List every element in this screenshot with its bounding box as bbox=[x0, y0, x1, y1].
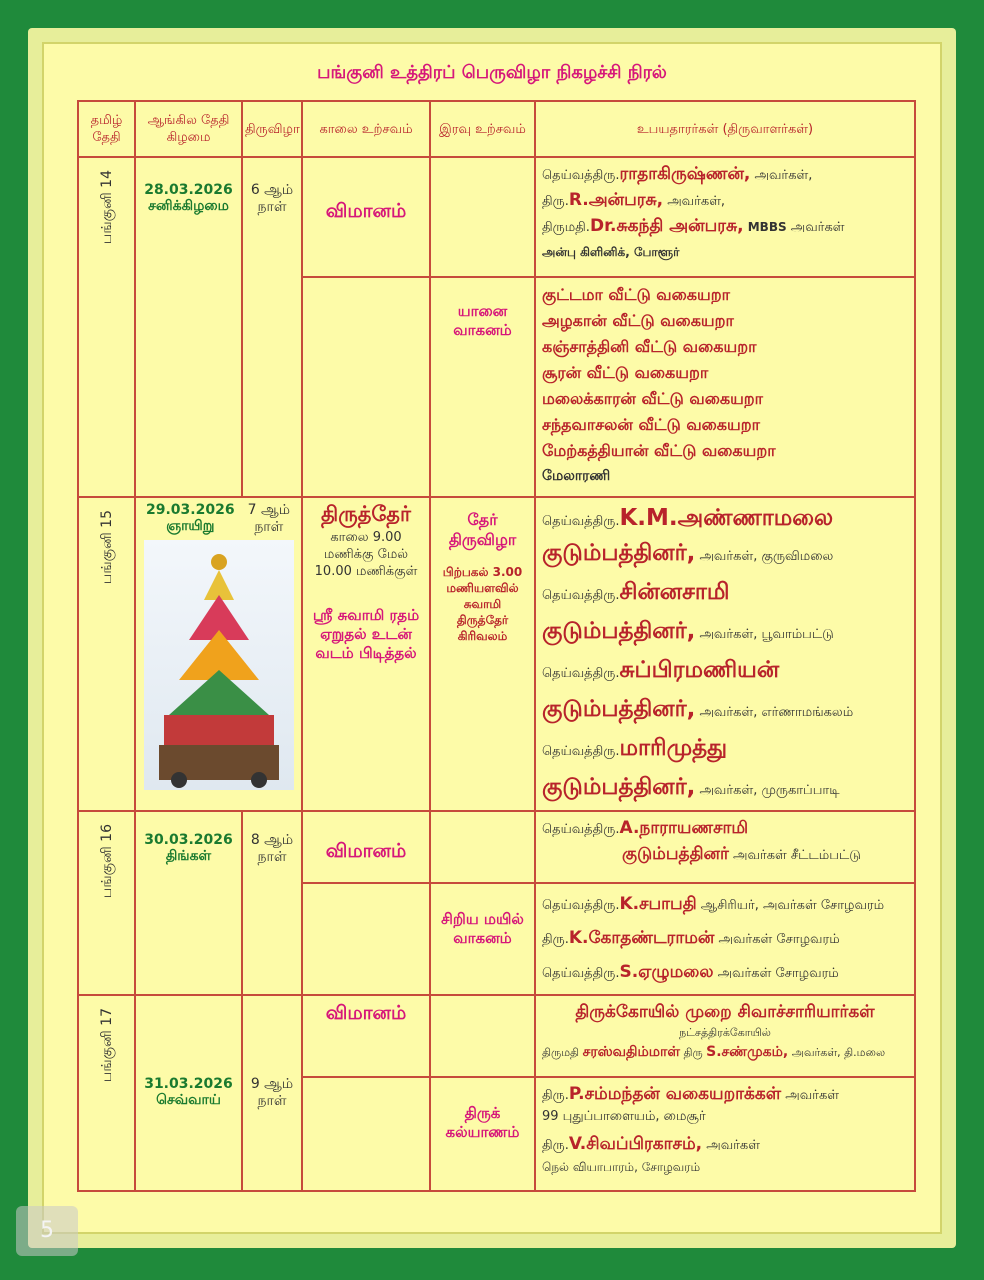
date-and-image-cell bbox=[135, 497, 302, 811]
sponsor-cell bbox=[535, 277, 915, 497]
weekday: ஞாயிறு bbox=[166, 518, 215, 534]
sponsor-line: திருக்கோயில் முறை சிவாச்சாரியார்கள் bbox=[575, 1002, 875, 1022]
tamil-date: பங்குனி 16 bbox=[99, 824, 115, 899]
night-cell-empty bbox=[430, 811, 535, 883]
night-event: தேர் திருவிழா bbox=[448, 510, 517, 549]
sponsor-line: திரு.K.கோதண்டராமன் அவர்கள் சோழவரம் bbox=[542, 928, 840, 948]
table-row bbox=[78, 995, 915, 1077]
night-cell bbox=[430, 277, 535, 497]
clan-line: சந்தவாசலன் வீட்டு வகையறா bbox=[542, 415, 760, 434]
sponsor-line: திரு.R.அன்பரசு, அவர்கள், bbox=[542, 190, 726, 210]
morning-event: விமானம் bbox=[325, 1002, 407, 1024]
header-row bbox=[78, 101, 915, 157]
morning-event: விமானம் bbox=[325, 200, 407, 222]
day-number: 8 ஆம் நாள் bbox=[250, 832, 294, 865]
sponsor-line: தெய்வத்திரு.சுப்பிரமணியன் bbox=[542, 657, 780, 683]
page-title: பங்குனி உத்திரப் பெருவிழா நிகழச்சி நிரல் bbox=[317, 62, 667, 83]
sponsor-sub: நட்சத்திரக்கோயில் bbox=[679, 1026, 771, 1039]
morning-cell bbox=[302, 995, 430, 1077]
header-sponsors: உபயதாரர்கள் (திருவாளர்கள்) bbox=[535, 101, 915, 157]
tamil-date-cell bbox=[78, 811, 135, 995]
night-cell bbox=[430, 883, 535, 995]
tamil-date: பங்குனி 17 bbox=[99, 1008, 115, 1083]
chariot-icon bbox=[144, 540, 294, 790]
sponsor-cell bbox=[535, 497, 915, 811]
sponsor-line: குடும்பத்தினர் அவர்கள் சீட்டம்பட்டு bbox=[622, 844, 861, 864]
sponsor-line: குடும்பத்தினர், அவர்கள், முருகாப்பாடி bbox=[542, 774, 840, 800]
morning-cell bbox=[302, 497, 430, 811]
english-date-cell bbox=[135, 995, 242, 1191]
morning-note: ஸ்ரீ சுவாமி ரதம் ஏறுதல் உடன் வடம் பிடித்தல் bbox=[312, 606, 420, 662]
night-cell bbox=[430, 1077, 535, 1191]
morning-cell-empty bbox=[302, 1077, 430, 1191]
english-date: 31.03.2026 bbox=[144, 1076, 233, 1092]
english-date-cell bbox=[135, 811, 242, 995]
header-night: இரவு உற்சவம் bbox=[430, 101, 535, 157]
clan-line: மலைக்காரன் வீட்டு வகையறா bbox=[542, 389, 764, 408]
morning-event: திருத்தேர் bbox=[321, 502, 411, 526]
morning-event: விமானம் bbox=[325, 840, 407, 862]
table-row bbox=[78, 811, 915, 883]
sponsor-address: நெல் வியாபாரம், சோழவரம் bbox=[542, 1160, 701, 1174]
night-event: சிறிய மயில் வாகனம் bbox=[441, 910, 524, 947]
day-number: 6 ஆம் நாள் bbox=[250, 182, 294, 215]
tamil-date-cell bbox=[78, 497, 135, 811]
sponsor-cell bbox=[535, 157, 915, 277]
night-note: பிற்பகல் 3.00 மணியளவில் சுவாமி திருத்தேர் கிரிவலம் bbox=[442, 565, 523, 643]
weekday: திங்கள் bbox=[165, 848, 212, 864]
english-date: 30.03.2026 bbox=[144, 832, 233, 848]
english-date: 29.03.2026 bbox=[146, 502, 235, 518]
sponsor-line: தெய்வத்திரு.K.M.அண்ணாமலை bbox=[542, 505, 834, 531]
header-morning: காலை உற்சவம் bbox=[302, 101, 430, 157]
morning-cell bbox=[302, 157, 430, 277]
sponsor-line: திருமதி சரஸ்வதிம்மாள் திரு S.சண்முகம், அவர்கள், தி.மலை bbox=[542, 1044, 886, 1060]
tamil-date-cell bbox=[78, 995, 135, 1191]
morning-cell-empty bbox=[302, 883, 430, 995]
sponsor-line: தெய்வத்திரு.K.சபாபதி ஆசிரியர், அவர்கள் சோழவரம் bbox=[542, 894, 885, 914]
day-cell bbox=[242, 811, 302, 995]
schedule-table bbox=[77, 100, 916, 1192]
sponsor-cell bbox=[535, 995, 915, 1077]
morning-cell-empty bbox=[302, 277, 430, 497]
sponsor-line: குடும்பத்தினர், அவர்கள், பூவாம்பட்டு bbox=[542, 618, 834, 644]
sponsor-line: தெய்வத்திரு.மாரிமுத்து bbox=[542, 735, 728, 761]
morning-cell bbox=[302, 811, 430, 883]
sponsor-line: திருமதி.Dr.சுகந்தி அன்பரசு, MBBS அவர்கள் bbox=[542, 216, 845, 236]
night-event: யானை வாகனம் bbox=[453, 302, 512, 339]
day-cell bbox=[242, 157, 302, 497]
night-event: திருக் கல்யாணம் bbox=[445, 1104, 520, 1141]
day-number: 7 ஆம் நாள் bbox=[247, 502, 290, 535]
clan-line: சூரன் வீட்டு வகையறா bbox=[542, 363, 709, 382]
sponsor-line: திரு.V.சிவப்பிரகாசம், அவர்கள் bbox=[542, 1134, 760, 1154]
sponsor-cell bbox=[535, 883, 915, 995]
header-festival: திருவிழா bbox=[242, 101, 302, 157]
tamil-date-cell bbox=[78, 157, 135, 497]
temple-chariot-image bbox=[144, 540, 294, 790]
clan-line: மேற்கத்தியான் வீட்டு வகையறா bbox=[542, 441, 776, 460]
night-cell bbox=[430, 497, 535, 811]
header-tamil-date: தமிழ் தேதி bbox=[78, 101, 135, 157]
table-row bbox=[78, 157, 915, 277]
day-cell bbox=[242, 995, 302, 1191]
night-cell-empty bbox=[430, 995, 535, 1077]
sponsor-line: தெய்வத்திரு.சின்னசாமி bbox=[542, 579, 730, 605]
sponsor-line: குடும்பத்தினர், அவர்கள், குருவிமலை bbox=[542, 540, 834, 566]
morning-time: காலை 9.00 மணிக்கு மேல் 10.00 மணிக்குள் bbox=[314, 530, 418, 579]
day-number: 9 ஆம் நாள் bbox=[250, 1076, 294, 1109]
english-date: 28.03.2026 bbox=[144, 182, 233, 198]
table-row bbox=[78, 497, 915, 811]
sponsor-line: தெய்வத்திரு.A.நாராயணசாமி bbox=[542, 818, 749, 838]
sponsor-line: குடும்பத்தினர், அவர்கள், எர்ணாமங்கலம் bbox=[542, 696, 854, 722]
weekday: சனிக்கிழமை bbox=[148, 198, 229, 214]
sponsor-line: தெய்வத்திரு.ராதாகிருஷ்ணன், அவர்கள், bbox=[542, 164, 813, 184]
tamil-date: பங்குனி 14 bbox=[99, 170, 115, 245]
sponsor-address: அன்பு கிளினிக், போளூர் bbox=[542, 245, 680, 259]
sponsor-cell bbox=[535, 1077, 915, 1191]
sponsor-cell bbox=[535, 811, 915, 883]
night-cell-empty bbox=[430, 157, 535, 277]
sponsor-address: 99 புதுப்பாளையம், மைசூர் bbox=[542, 1109, 706, 1124]
weekday: செவ்வாய் bbox=[156, 1092, 221, 1108]
page-number: 5 bbox=[16, 1206, 78, 1256]
clan-line: கஞ்சாத்தினி வீட்டு வகையறா bbox=[542, 337, 757, 356]
clan-line: குட்டமா வீட்டு வகையறா bbox=[542, 285, 730, 304]
clan-place: மேலாரணி bbox=[542, 468, 611, 484]
tamil-date: பங்குனி 15 bbox=[99, 510, 115, 585]
sponsor-line: தெய்வத்திரு.S.ஏழுமலை அவர்கள் சோழவரம் bbox=[542, 962, 839, 982]
clan-line: அழகான் வீட்டு வகையறா bbox=[542, 311, 734, 330]
english-date-cell bbox=[135, 157, 242, 497]
header-english-date: ஆங்கில தேதி கிழமை bbox=[135, 101, 242, 157]
sponsor-line: திரு.P.சம்மந்தன் வகையறாக்கள் அவர்கள் bbox=[542, 1084, 840, 1104]
